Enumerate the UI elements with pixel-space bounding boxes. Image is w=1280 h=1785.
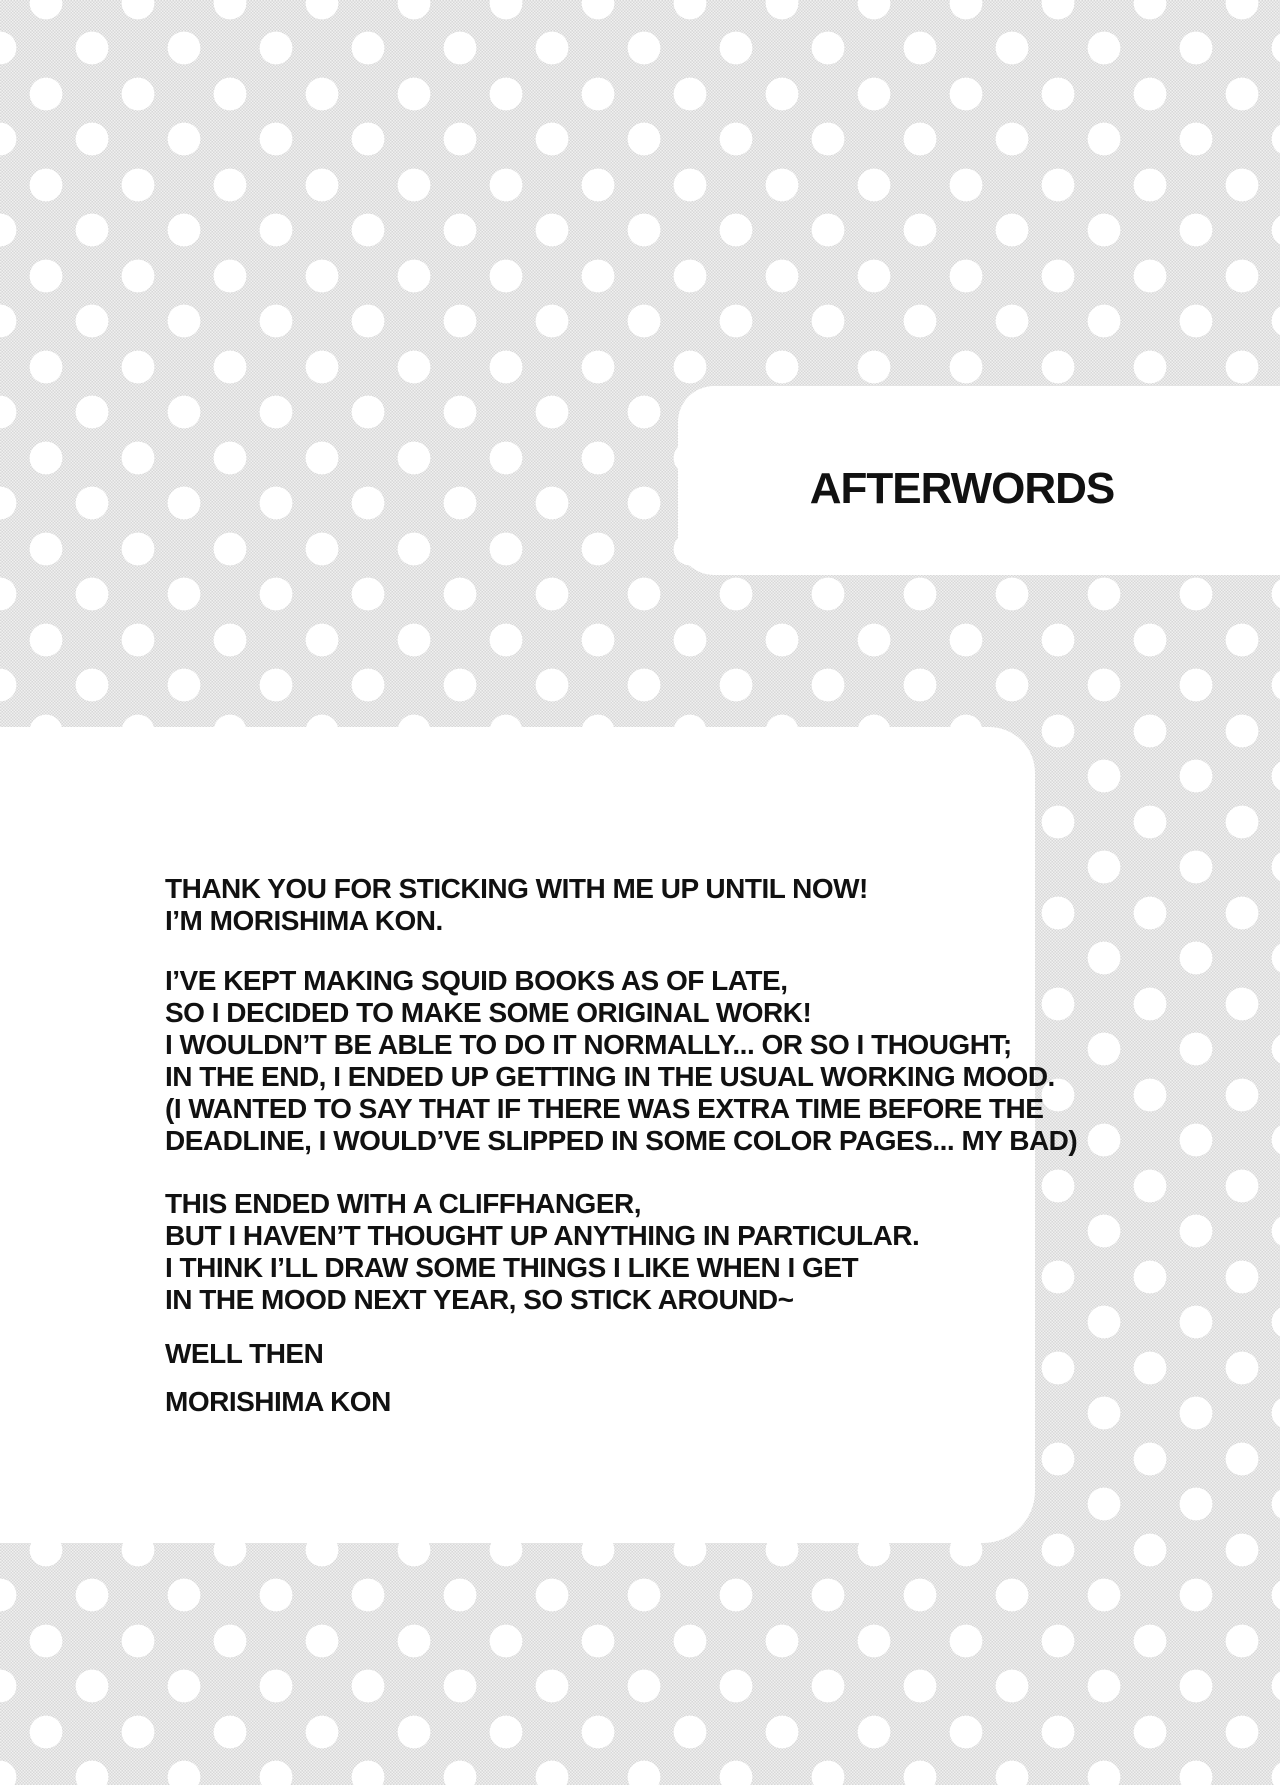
- paragraph-making-of: [165, 965, 1078, 1157]
- paragraph-signoff: [165, 1338, 995, 1370]
- text-line: I WOULDN’T BE ABLE TO DO IT NORMALLY... OR SO I THOUGHT;: [165, 1029, 1012, 1060]
- paragraph-intro: [165, 873, 995, 937]
- text-line: THANK YOU FOR STICKING WITH ME UP UNTIL NOW!: [165, 873, 868, 904]
- afterword-text-box: [0, 727, 1078, 1543]
- text-line: (I WANTED TO SAY THAT IF THERE WAS EXTRA TIME BEFORE THE: [165, 1093, 1044, 1124]
- text-line: DEADLINE, I WOULD’VE SLIPPED IN SOME COLOR PAGES... MY BAD): [165, 1125, 1078, 1156]
- text-line: BUT I HAVEN’T THOUGHT UP ANYTHING IN PARTICULAR.: [165, 1220, 920, 1251]
- text-line: THIS ENDED WITH A CLIFFHANGER,: [165, 1188, 642, 1219]
- text-line: WELL THEN: [165, 1338, 324, 1369]
- afterwords-title-box: [678, 386, 1280, 575]
- text-line: I THINK I’LL DRAW SOME THINGS I LIKE WHEN I GET: [165, 1252, 859, 1283]
- paragraph-signature: [165, 1386, 995, 1418]
- author-signature: MORISHIMA KON: [165, 1386, 391, 1417]
- paragraph-cliffhanger: [165, 1188, 995, 1316]
- text-line: I’M MORISHIMA KON.: [165, 905, 443, 936]
- text-line: IN THE MOOD NEXT YEAR, SO STICK AROUND~: [165, 1284, 794, 1315]
- text-line: I’VE KEPT MAKING SQUID BOOKS AS OF LATE,: [165, 965, 788, 996]
- text-line: IN THE END, I ENDED UP GETTING IN THE USUAL WORKING MOOD.: [165, 1061, 1055, 1092]
- page-title: AFTERWORDS: [809, 463, 1115, 513]
- text-line: SO I DECIDED TO MAKE SOME ORIGINAL WORK!: [165, 997, 812, 1028]
